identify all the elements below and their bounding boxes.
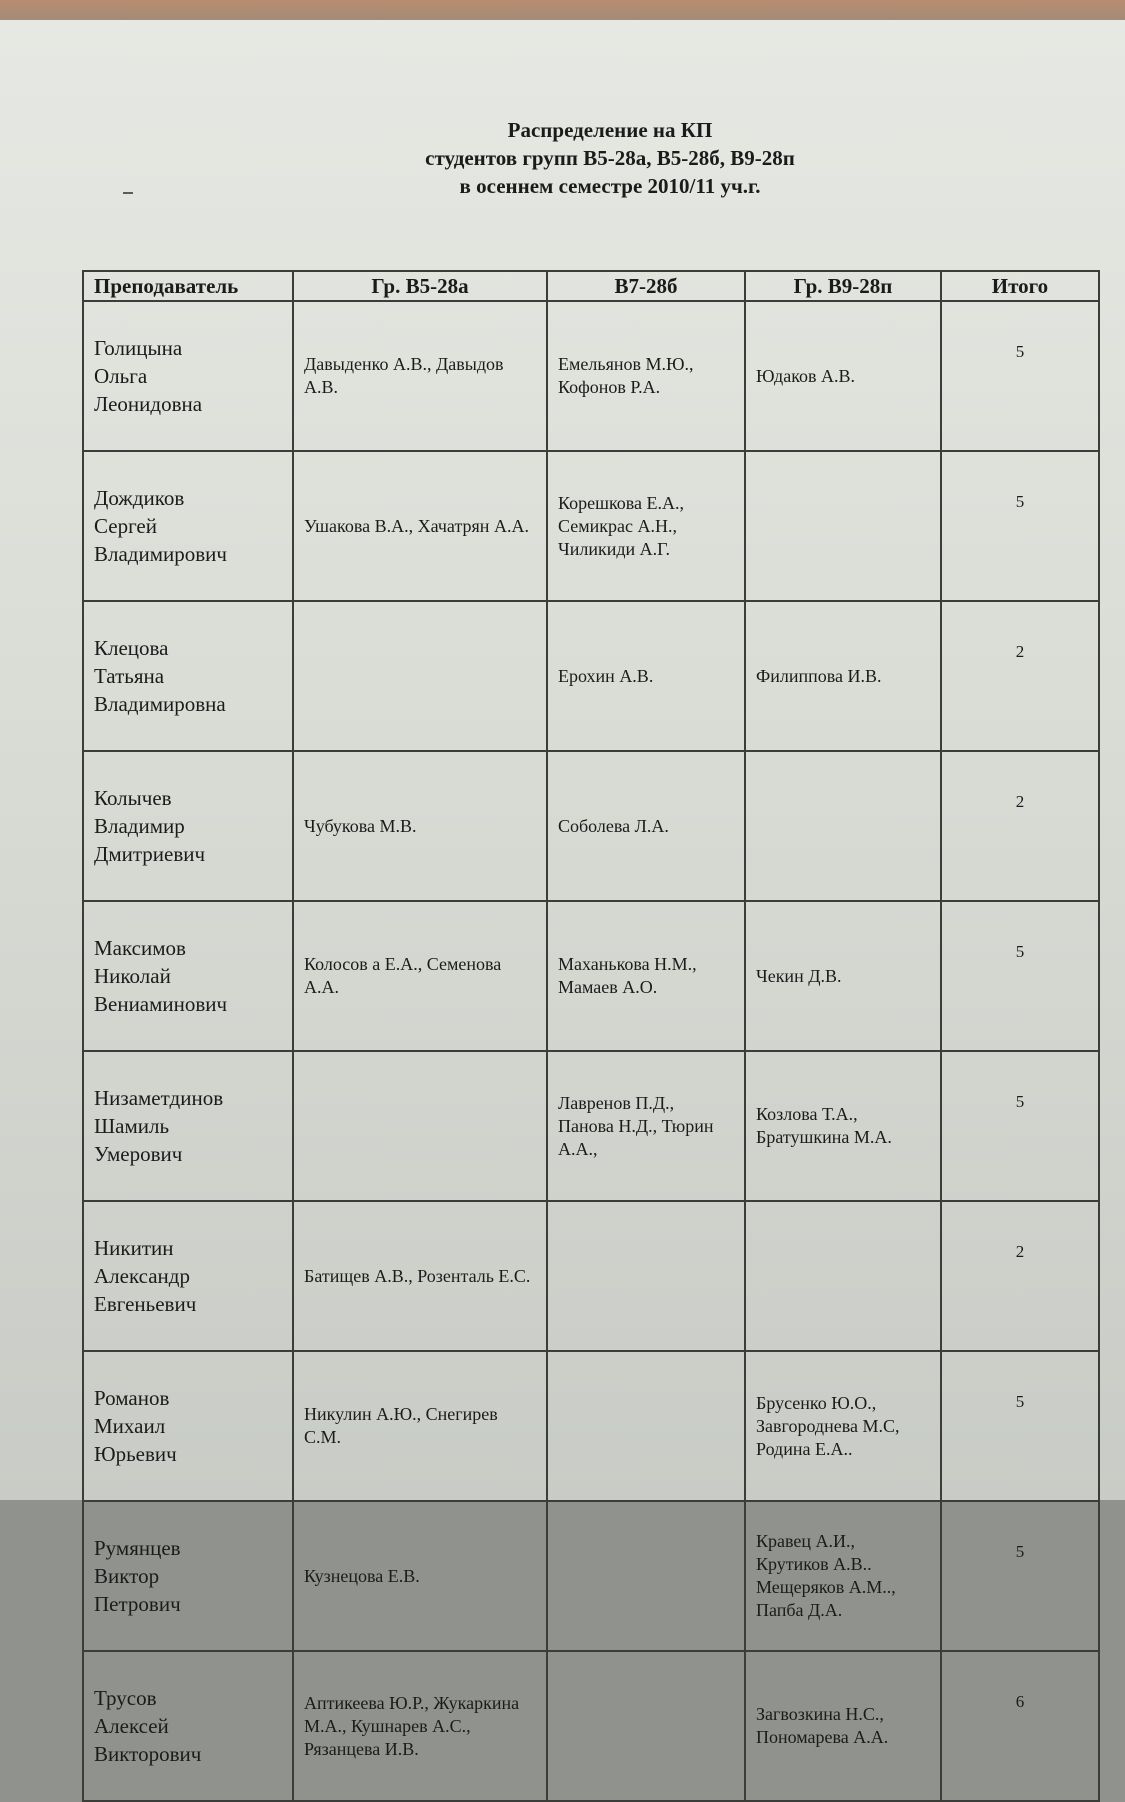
teacher-name-part: Евгеньевич	[94, 1292, 197, 1316]
total-cell: 2	[941, 1201, 1099, 1351]
teacher-cell	[83, 901, 293, 1051]
group-2-students-cell: Соболева Л.А.	[547, 751, 745, 901]
header-group-3: Гр. В9-28п	[745, 271, 941, 301]
group-3-students-cell	[745, 451, 941, 601]
teacher-name-part: Румянцев	[94, 1536, 181, 1560]
teacher-name-part: Голицына	[94, 336, 183, 360]
teacher-name-part: Викторович	[94, 1742, 202, 1766]
teacher-name-part: Владимир	[94, 814, 185, 838]
group-1-students-cell	[293, 1051, 547, 1201]
teacher-name-part: Алексей	[94, 1714, 169, 1738]
group-2-students-cell	[547, 1351, 745, 1501]
group-2-students-cell: Корешкова Е.А., Семикрас А.Н., Чиликиди А.Г.	[547, 451, 745, 601]
total-cell: 5	[941, 901, 1099, 1051]
teacher-name-part: Вениаминович	[94, 992, 228, 1016]
teacher-cell	[83, 1051, 293, 1201]
title-line-1: Распределение на КП	[507, 118, 713, 142]
table-row	[83, 1051, 1099, 1201]
group-3-students-cell	[745, 1201, 941, 1351]
group-1-students-cell: Чубукова М.В.	[293, 751, 547, 901]
teacher-cell	[83, 1351, 293, 1501]
teacher-name-part: Петрович	[94, 1592, 181, 1616]
group-1-students-cell: Колосов а Е.А., Семенова А.А.	[293, 901, 547, 1051]
group-3-students-cell: Козлова Т.А., Братушкина М.А.	[745, 1051, 941, 1201]
total-cell: 5	[941, 451, 1099, 601]
teacher-name-part: Максимов	[94, 936, 186, 960]
group-3-students-cell: Кравец А.И., Крутиков А.В.. Мещеряков А.М.., Папба Д.А.	[745, 1501, 941, 1651]
group-2-students-cell: Лавренов П.Д., Панова Н.Д., Тюрин А.А.,	[547, 1051, 745, 1201]
group-1-students-cell: Батищев А.В., Розенталь Е.С.	[293, 1201, 547, 1351]
teacher-name-part: Дождиков	[94, 486, 185, 510]
teacher-name-part: Александр	[94, 1264, 190, 1288]
table-row	[83, 901, 1099, 1051]
total-cell: 5	[941, 1351, 1099, 1501]
table-row	[83, 1501, 1099, 1651]
table-row	[83, 1351, 1099, 1501]
group-1-students-cell: Аптикеева Ю.Р., Жукаркина М.А., Кушнарев А.С., Рязанцева И.В.	[293, 1651, 547, 1801]
title-line-3: в осеннем семестре 2010/11 уч.г.	[459, 174, 761, 198]
teacher-cell	[83, 751, 293, 901]
distribution-table	[82, 270, 1100, 1802]
group-1-students-cell: Давыденко А.В., Давыдов А.В.	[293, 301, 547, 451]
table-row	[83, 301, 1099, 451]
header-total: Итого	[941, 271, 1099, 301]
group-3-students-cell	[745, 751, 941, 901]
total-cell: 5	[941, 1501, 1099, 1651]
teacher-cell	[83, 301, 293, 451]
total-cell: 5	[941, 301, 1099, 451]
group-2-students-cell: Ерохин А.В.	[547, 601, 745, 751]
teacher-name-part: Колычев	[94, 786, 172, 810]
group-1-students-cell: Никулин А.Ю., Снегирев С.М.	[293, 1351, 547, 1501]
group-1-students-cell	[293, 601, 547, 751]
teacher-name-part: Юрьевич	[94, 1442, 177, 1466]
teacher-name-part: Татьяна	[94, 664, 165, 688]
group-1-students-cell: Ушакова В.А., Хачатрян А.А.	[293, 451, 547, 601]
teacher-name-part: Ольга	[94, 364, 148, 388]
total-cell: 5	[941, 1051, 1099, 1201]
total-cell: 2	[941, 601, 1099, 751]
table-row	[83, 751, 1099, 901]
teacher-name-part: Николай	[94, 964, 171, 988]
group-2-students-cell: Маханькова Н.М., Мамаев А.О.	[547, 901, 745, 1051]
teacher-name-part: Романов	[94, 1386, 170, 1410]
group-3-students-cell: Брусенко Ю.О., Завгороднева М.С, Родина Е.А..	[745, 1351, 941, 1501]
table-row	[83, 1651, 1099, 1801]
group-3-students-cell: Юдаков А.В.	[745, 301, 941, 451]
total-cell: 6	[941, 1651, 1099, 1801]
teacher-name-part: Сергей	[94, 514, 157, 538]
group-2-students-cell: Емельянов М.Ю., Кофонов Р.А.	[547, 301, 745, 451]
group-3-students-cell: Филиппова И.В.	[745, 601, 941, 751]
table-row	[83, 451, 1099, 601]
teacher-name-part: Никитин	[94, 1236, 174, 1260]
group-2-students-cell	[547, 1501, 745, 1651]
document-title	[0, 116, 1125, 200]
teacher-name-part: Клецова	[94, 636, 169, 660]
teacher-name-part: Дмитриевич	[94, 842, 206, 866]
group-1-students-cell: Кузнецова Е.В.	[293, 1501, 547, 1651]
teacher-cell	[83, 601, 293, 751]
teacher-name-part: Михаил	[94, 1414, 166, 1438]
group-3-students-cell: Загвозкина Н.С., Пономарева А.А.	[745, 1651, 941, 1801]
header-teacher: Преподаватель	[83, 271, 293, 301]
teacher-cell	[83, 451, 293, 601]
title-line-2: студентов групп В5-28а, В5-28б, В9-28п	[425, 146, 795, 170]
teacher-name-part: Шамиль	[94, 1114, 170, 1138]
teacher-name-part: Виктор	[94, 1564, 160, 1588]
group-2-students-cell	[547, 1651, 745, 1801]
teacher-name-part: Владимировна	[94, 692, 226, 716]
teacher-name-part: Леонидовна	[94, 392, 203, 416]
teacher-name-part: Умерович	[94, 1142, 183, 1166]
header-group-1: Гр. В5-28а	[293, 271, 547, 301]
teacher-name-part: Низаметдинов	[94, 1086, 224, 1110]
table-header-row	[83, 271, 1099, 301]
table-row	[83, 601, 1099, 751]
teacher-name-part: Владимирович	[94, 542, 227, 566]
total-cell: 2	[941, 751, 1099, 901]
table-row	[83, 1201, 1099, 1351]
teacher-name-part: Трусов	[94, 1686, 157, 1710]
header-group-2: В7-28б	[547, 271, 745, 301]
teacher-cell	[83, 1501, 293, 1651]
teacher-cell	[83, 1201, 293, 1351]
group-2-students-cell	[547, 1201, 745, 1351]
teacher-cell	[83, 1651, 293, 1801]
group-3-students-cell: Чекин Д.В.	[745, 901, 941, 1051]
